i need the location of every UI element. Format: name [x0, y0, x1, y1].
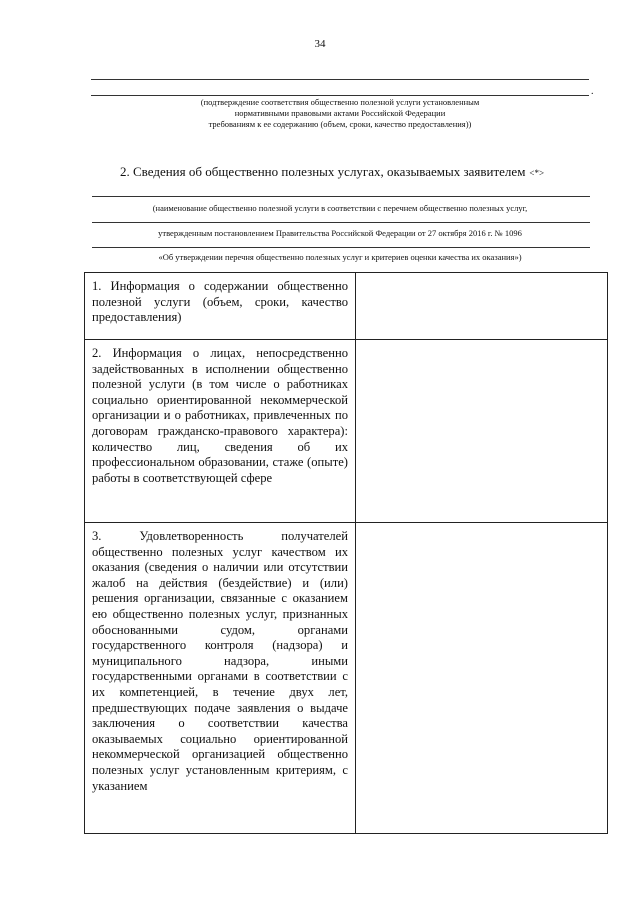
service-caption-line: «Об утверждении перечня общественно полезных услуг и критериев оценки качества их оказания»)	[158, 252, 522, 262]
section-heading	[120, 164, 544, 180]
blank-line-3	[92, 222, 590, 223]
blank-line-4	[92, 247, 590, 248]
table-row	[85, 523, 608, 834]
row-value-cell[interactable]	[356, 523, 608, 834]
row-value-cell[interactable]	[356, 340, 608, 523]
service-name-line	[92, 196, 590, 197]
section-heading-text: 2. Сведения об общественно полезных услугах, оказываемых заявителем	[120, 164, 526, 179]
confirmation-caption-line: требованиям к ее содержанию (объем, сроки, качество предоставления))	[208, 119, 472, 129]
confirmation-caption	[91, 97, 589, 130]
table-row	[85, 273, 608, 340]
service-caption-line: (наименование общественно полезной услуги в соответствии с перечнем общественно полезных услуг,	[152, 203, 528, 213]
confirmation-caption-line: нормативными правовыми актами Российской Федерации	[234, 108, 446, 118]
row-label: 2. Информация о лицах, непосредственно задействованных в исполнении общественно полезной услуги (в том числе о работниках социально ориентированной некоммерческой организации и о работниках, привлеченных по договорам гражданско-правового характера): количество лиц, сведения об их профессиональном образовании, стаже (опыте) работы в соответствующей сфере	[85, 340, 356, 523]
page-number: 34	[314, 38, 326, 50]
confirmation-caption-line: (подтверждение соответствия общественно полезной услуги установленным	[200, 97, 480, 107]
row-value-cell[interactable]	[356, 273, 608, 340]
row-label: 1. Информация о содержании общественно полезной услуги (объем, сроки, качество предоставления)	[85, 273, 356, 340]
row-label: 3. Удовлетворенность получателей общественно полезных услуг качеством их оказания (сведения о наличии или отсутствии жалоб на действия (бездействие) и (или) решения организации, связанные с оказанием ею общественно полезных услуг, признанных обоснованными судом, органами государственного контроля (надзора) и муниципального надзора, иными государственными органами в соответствии с их компетенцией, в течение двух лет, предшествующих подаче заявления о выдаче заключения о соответствии качества оказываемых социально ориентированной некоммерческой организацией общественно полезных услуг установленным критериям, с указанием	[85, 523, 356, 834]
service-info-table	[84, 272, 608, 834]
blank-line-1	[91, 79, 589, 80]
trailing-period: .	[591, 86, 594, 97]
blank-line-2	[91, 95, 589, 96]
footnote-mark: <*>	[529, 168, 545, 178]
service-caption-line: утвержденным постановлением Правительства Российской Федерации от 27 октября 2016 г. № 1096	[158, 228, 522, 238]
table-row	[85, 340, 608, 523]
